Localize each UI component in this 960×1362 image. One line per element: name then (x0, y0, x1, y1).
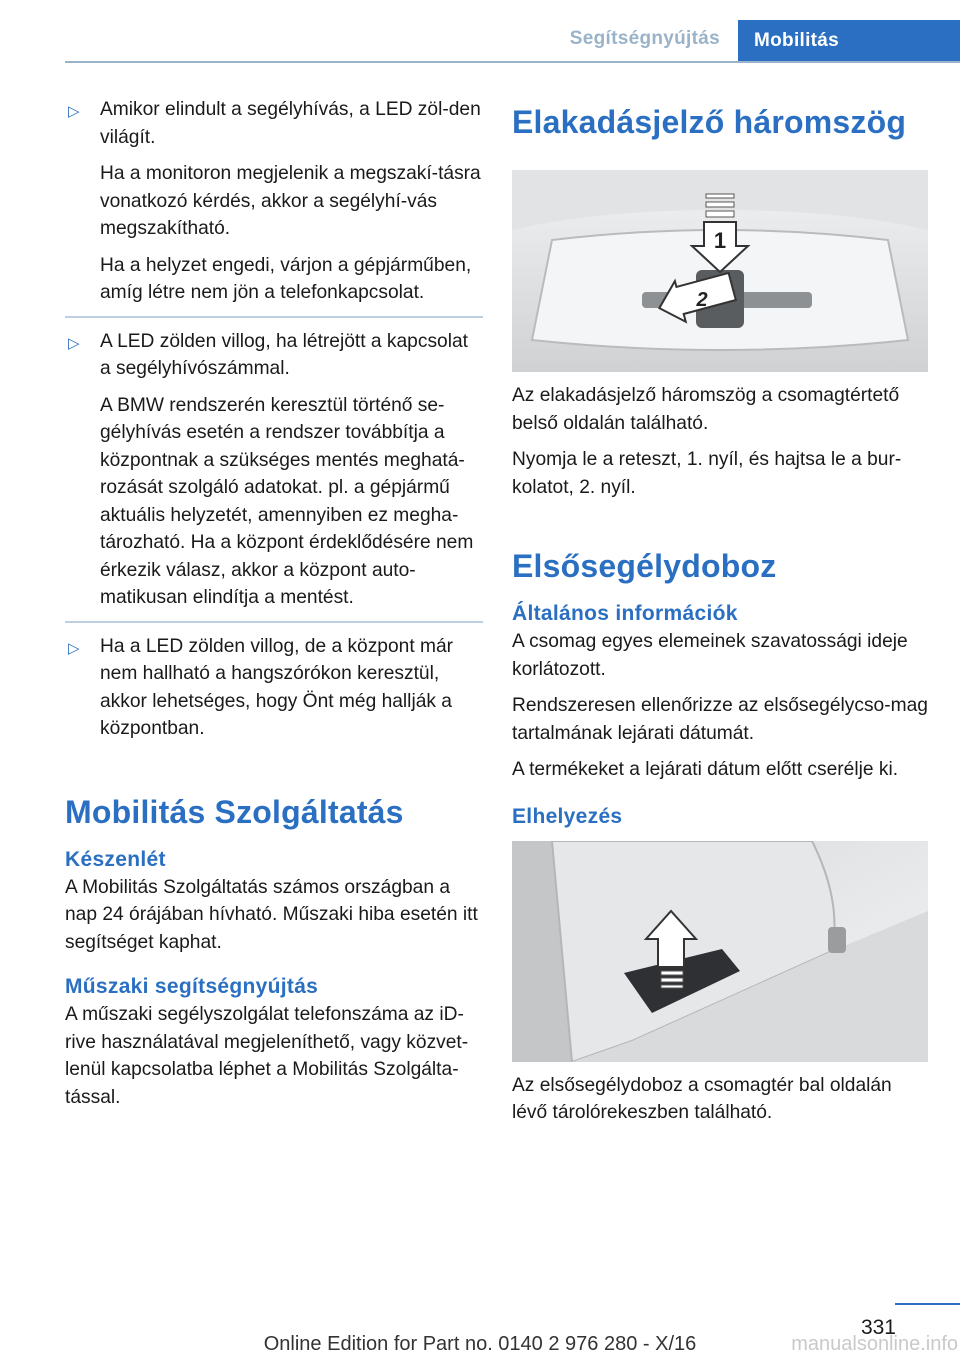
trunk-lid-illustration (512, 170, 928, 372)
header-chapter-label: Mobilitás (754, 30, 840, 51)
bullet-divider (65, 621, 483, 623)
triangle-bullet-icon: ▷ (68, 103, 80, 120)
technical-assistance-heading: Műszaki segítségnyújtás (65, 975, 319, 998)
bullet-paragraph: A BMW rendszerén keresztül történő se-gélyhívás esetén a rendszer továbbítja a központnak a szükséges mentés meghatá-rozását szolgáló adatokat. pl. a gépjármű aktuális helyzetét, amennyiben ez megha-tározható. Ha a központ érdeklődésére nem érkezik válasz, akkor a központ auto-matikusan elindítja a mentést. (100, 394, 474, 608)
arrow-stripe (661, 978, 683, 982)
left-column (65, 96, 483, 1120)
arrow-2-label: 2 (696, 289, 708, 311)
general-info-heading: Általános információk (512, 602, 738, 625)
bullet-paragraph: A LED zölden villog, ha létrejött a kapcsolat a segélyhívószámmal. (100, 330, 468, 379)
trunk-compartment-svg (512, 841, 928, 1062)
bullet-paragraph: Amikor elindult a segélyhívás, a LED zöl-den világít. (100, 99, 481, 148)
online-edition-note: Online Edition for Part no. 0140 2 976 280 - X/16 (263, 1333, 697, 1355)
footer-rule (895, 1303, 960, 1305)
header-chapter-tab (738, 20, 960, 62)
bullet-divider (65, 316, 483, 318)
first-aid-location-text: Az elsősegélydoboz a csomagtér bal oldalán lévő tárolórekeszben található. (512, 1074, 892, 1123)
triangle-location-text: Az elakadásjelző háromszög a csomagtértető belső oldalán található. (512, 385, 900, 434)
triangle-bullet-icon: ▷ (68, 334, 80, 352)
general-info-text-1: A csomag egyes elemeinek szavatossági ideje korlátozott. (512, 631, 908, 680)
page-number: 331 (860, 1316, 896, 1339)
trunk-compartment-illustration (512, 841, 928, 1062)
bullet-item (65, 96, 483, 307)
bullet-item (65, 633, 483, 743)
warning-triangle-heading: Elakadásjelző háromszög (512, 104, 907, 140)
arrow-stripe (661, 971, 683, 975)
technical-assistance-text: A műszaki segélyszolgálat telefonszáma az iD-rive használatával megjeleníthető, vagy közvet-lenül kapcsolatba léphet a Mobilitás Szolgálta-tással. (65, 1004, 469, 1108)
arrow-stripe (706, 202, 734, 207)
bullet-paragraph: Ha a helyzet engedi, várjon a gépjárműben, amíg létre nem jön a telefonkapcsolat. (100, 254, 472, 303)
bullet-paragraph: Ha a monitoron megjelenik a megszakí-tásra vonatkozó kérdés, akkor a segélyhí-vás megszakítható. (100, 163, 481, 239)
arrow-stripe (706, 194, 734, 198)
triangle-instruction-text: Nyomja le a reteszt, 1. nyíl, és hajtsa le a bur-kolatot, 2. nyíl. (512, 449, 902, 498)
location-heading: Elhelyezés (512, 804, 623, 828)
bullet-paragraph: Ha a LED zölden villog, de a központ már nem hallható a hangszórókon keresztül, akkor lehetséges, hogy Önt még hallják a központban. (100, 635, 454, 739)
watermark: manualsonline.info (791, 1333, 958, 1355)
general-info-text-3: A termékeket a lejárati dátum előtt cserélje ki. (512, 759, 899, 780)
page-header (0, 0, 960, 62)
arrow-stripe (661, 985, 683, 988)
header-section-title: Segítségnyújtás (569, 28, 720, 49)
readiness-text: A Mobilitás Szolgáltatás számos országban a nap 24 órájában hívható. Műszaki hiba esetén itt segítséget kaphat. (65, 876, 478, 953)
arrow-stripe (706, 211, 734, 217)
arrow-1-label: 1 (713, 228, 727, 253)
side-latch (828, 927, 846, 953)
general-info-text-2: Rendszeresen ellenőrizze az elsősegélycso-mag tartalmának lejárati dátumát. (512, 695, 928, 744)
header-rule (65, 61, 960, 63)
trunk-lid-svg (512, 170, 928, 372)
first-aid-kit-heading: Elsősegélydoboz (512, 548, 777, 584)
triangle-bullet-icon: ▷ (68, 639, 80, 657)
right-column (512, 96, 932, 1136)
readiness-heading: Készenlét (65, 847, 166, 871)
bullet-item (65, 328, 483, 612)
mobility-service-heading: Mobilitás Szolgáltatás (65, 793, 404, 830)
